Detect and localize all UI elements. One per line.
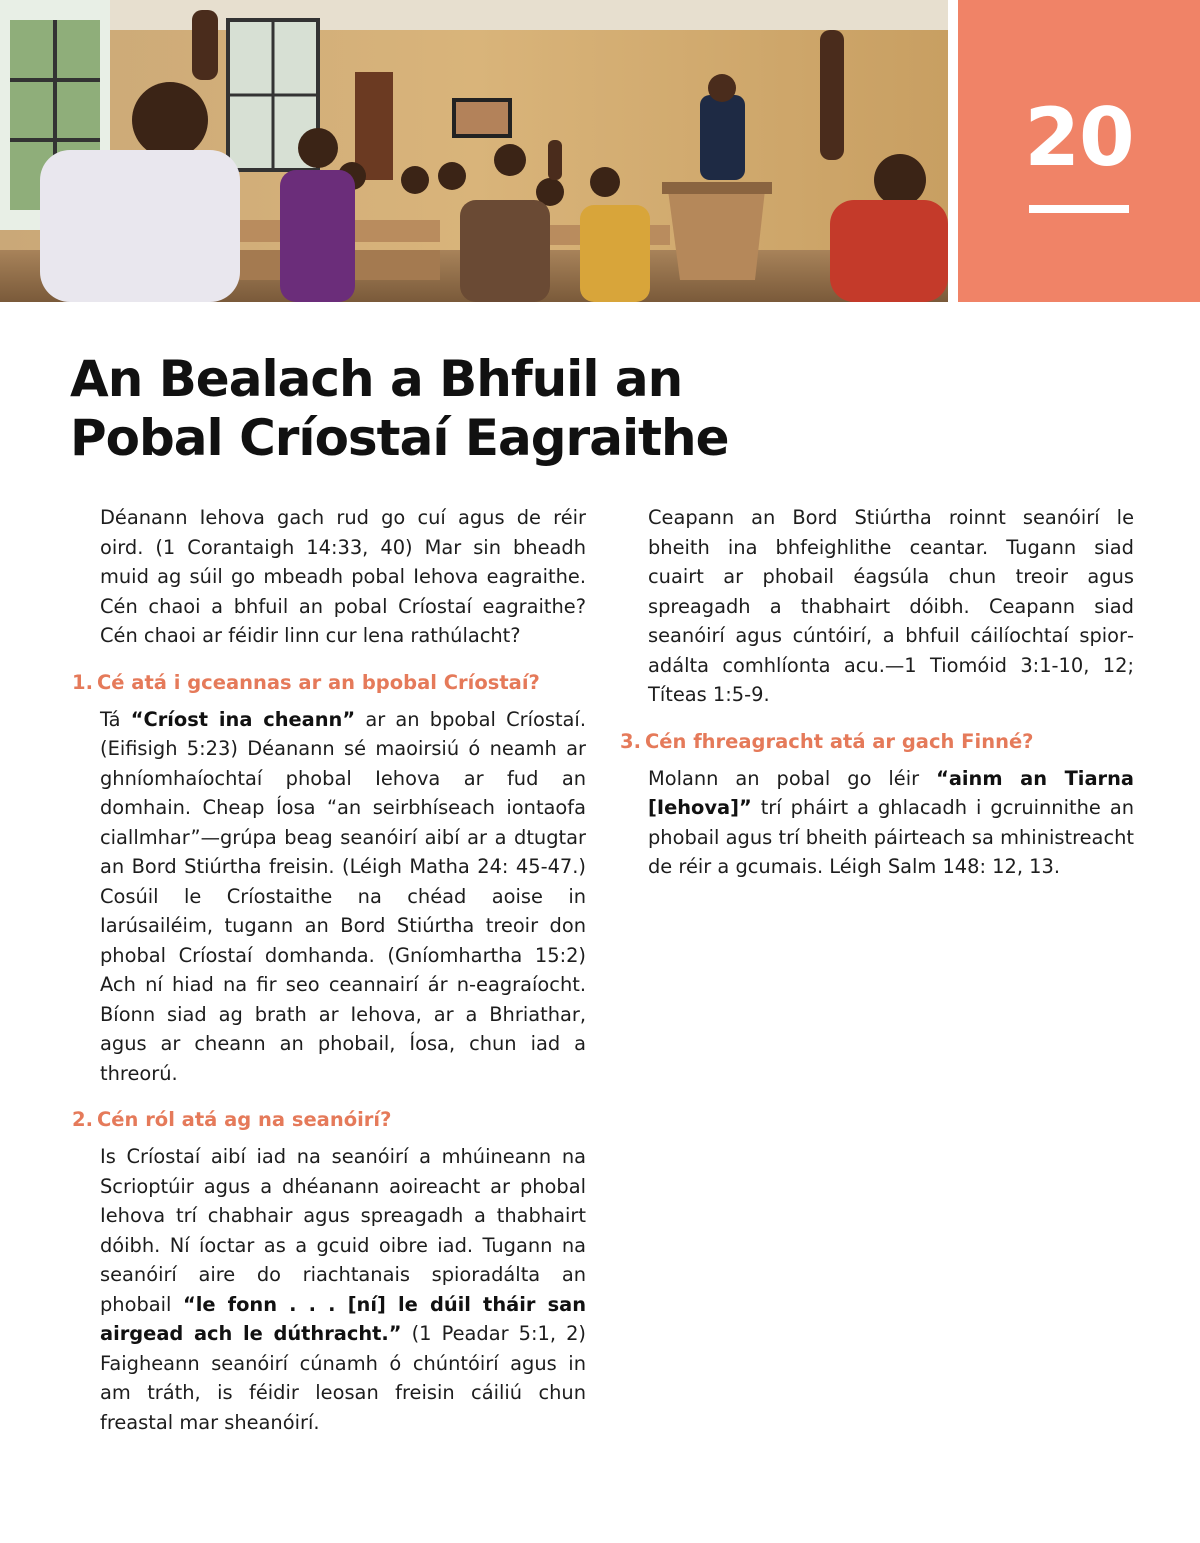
answer-paragraph-1	[72, 705, 586, 1089]
question-heading-3	[620, 728, 1134, 756]
answer-paragraph-2	[72, 1142, 586, 1437]
header-photo	[0, 0, 948, 302]
answer-1-bold: “Críost ina cheann”	[130, 707, 356, 731]
lesson-number: 20	[1024, 91, 1134, 184]
question-heading-2	[72, 1106, 586, 1134]
lesson-number-box	[958, 0, 1200, 302]
right-column	[620, 503, 1134, 892]
answer-1-start: Tá	[100, 707, 131, 731]
question-number-2: 2.	[72, 1108, 93, 1131]
answer-3-rest: trí pháirt a ghlacadh i gcruinnithe an phobail agus trí bheith páirteach sa mhinistreacht de réir a gcumais. Léigh Salm 148: 12, 13.	[648, 796, 1134, 878]
question-number-3: 3.	[620, 729, 641, 753]
intro-paragraph: Déanann Iehova gach rud go cuí agus de réir oird. (1 Corantaigh 14:33, 40) Mar sin bheadh muid ag súil go mbeadh pobal Iehova eagraithe. Cén chaoi a bhfuil an pobal Críostaí eagraithe? Cén chaoi ar féidir linn cur lena rathúlacht?	[100, 506, 586, 647]
question-text-2: Cén ról atá ag na seanóirí?	[96, 1108, 392, 1131]
answer-2-rest: (1 Peadar 5:1, 2) Faigheann seanóirí cúnamh ó chúntóirí agus in am tráth, is féidir leosan freisin cáiliú chun freastal mar sheanóirí.	[100, 1322, 586, 1434]
question-text-3: Cén fhreagracht atá ar gach Finné?	[644, 729, 1034, 753]
answer-paragraph-3	[620, 764, 1134, 882]
question-text-1: Cé atá i gceannas ar an bpobal Críostaí?	[96, 670, 540, 694]
left-column	[72, 503, 586, 1447]
answer-3-bold: “ainm an Tiarna [Iehova]”	[648, 766, 1134, 819]
answer-2-bold: “le fonn . . . [ní] le dúil tháir san airgead ach le dúthracht.”	[100, 1292, 586, 1345]
answer-3-start: Molann an pobal go léir	[648, 766, 937, 790]
question-number-1: 1.	[72, 670, 93, 694]
answer-1-rest: ar an bpobal Críostaí. (Eifisigh 5:23) Déanann sé maoirsiú ó neamh ar ghníomhaíochtaí phobal Iehova ar fud an domhain. Cheap Íosa “an seirbhíseach iontaofa ciallmhar”—grúpa beag seanóirí aibí ar a dtugtar an Bord Stiúrtha freisin. (Léigh Matha 24: 45-47.) Cosúil le Críostaithe na chéad aoise in Iarúsailéim, tugann an Bord Stiúrtha treoir don phobal Críostaí domhanda. (Gníomhartha 15:2) Ach ní hiad na fir seo ceannairí ár n-eagraíocht. Bíonn siad ag brath ar Iehova, ar a Bhriathar, agus ar cheann an phobail, Íosa, chun iad a threorú.	[100, 707, 586, 1085]
lesson-number-rule	[1029, 205, 1129, 213]
answer-2-start: Is Críostaí aibí iad na seanóirí a mhúineann na Scrioptúir agus a dhéanann aoireacht ar phobal Iehova trí chabhair agus spreagadh a thabhairt dóibh. Ní íoctar as a gcuid oibre iad. Tugann na seanóirí aire do riachtanais spioradálta an phobail	[100, 1145, 586, 1316]
title-line-2: Pobal Críostaí Eagraithe	[70, 409, 729, 467]
title-line-1: An Bealach a Bhfuil an	[70, 350, 683, 408]
answer-paragraph-2b: Ceapann an Bord Stiúrtha roinnt seanóirí le bheith ina bhfeighlithe ceantar. Tugann siad cuairt ar phobail éagsúla chun treoir agus spreagadh a thabhairt dóibh. Ceapann siad seanóirí agus cúntóirí, a bhfuil cáilíochtaí spioradálta comhlíonta acu.—1 Tiomóid 3:1-10, 12; Títeas 1:5-9.	[648, 506, 1134, 706]
question-heading-1	[72, 669, 586, 697]
page-title	[70, 350, 770, 468]
